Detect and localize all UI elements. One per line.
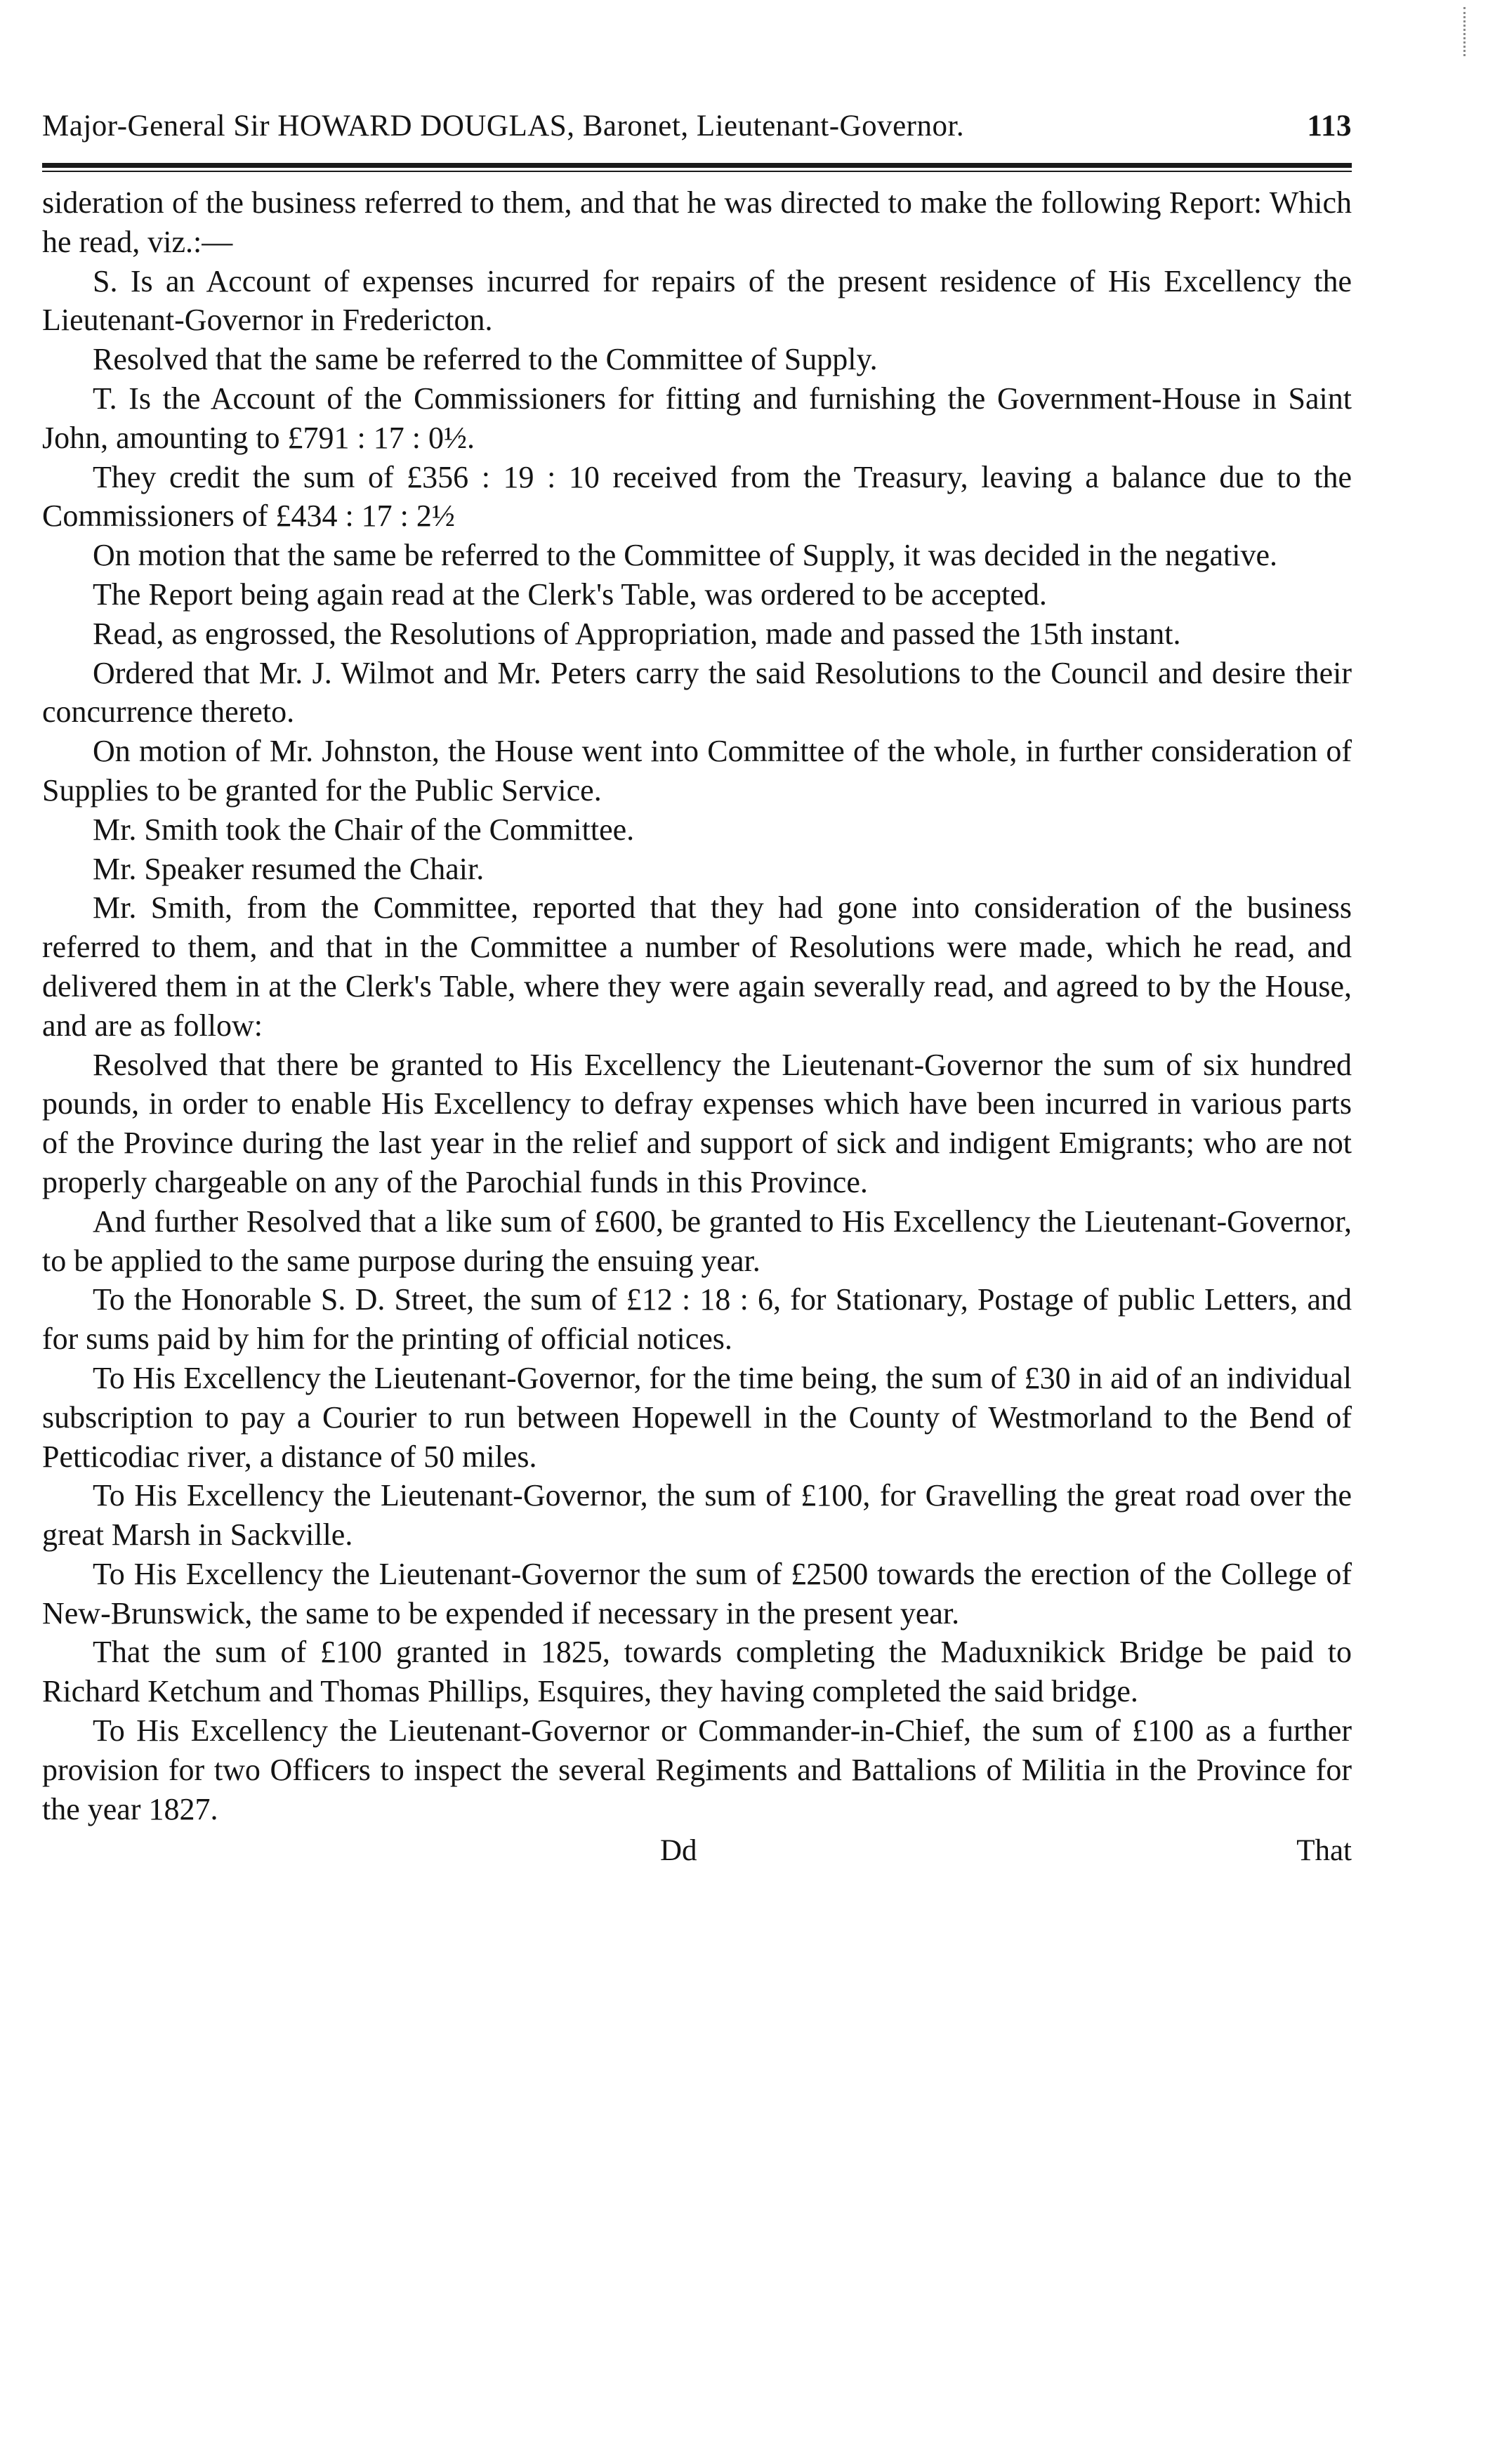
paragraph: Mr. Speaker resumed the Chair. [93, 851, 485, 886]
paragraph: Ordered that Mr. J. Wilmot and Mr. Peters carry the said Resolutions to the Council and desire their concurrence thereto. [42, 655, 1352, 730]
paragraph: Mr. Smith took the Chair of the Committee. [93, 812, 635, 847]
signature-mark: Dd [660, 1834, 697, 1868]
paragraph: To the Honorable S. D. Street, the sum of £12 : 18 : 6, for Stationary, Postage of public Letters, and for sums paid by him for the printing of official notices. [42, 1282, 1352, 1357]
page-footer [42, 1831, 1352, 1871]
page-number: 113 [1307, 110, 1352, 143]
paragraph: On motion of Mr. Johnston, the House went into Committee of the whole, in further consideration of Supplies to be granted for the Public Service. [42, 734, 1352, 808]
paragraph: And further Resolved that a like sum of £600, be granted to His Excellency the Lieutenant-Governor, to be applied to the same purpose during the ensuing year. [42, 1204, 1352, 1278]
paragraph: To His Excellency the Lieutenant-Governor the sum of £2500 towards the erection of the College of New-Brunswick, the same to be expended if necessary in the present year. [42, 1556, 1352, 1630]
paragraph: Read, as engrossed, the Resolutions of Appropriation, made and passed the 15th instant. [93, 616, 1181, 651]
header-rule-thin [42, 171, 1352, 172]
catchword: That [1296, 1834, 1352, 1868]
header-rule-thick [42, 163, 1352, 168]
paragraph: T. Is the Account of the Commissioners for fitting and furnishing the Government-House in Saint John, amounting to £791 : 17 : 0½. [42, 381, 1352, 455]
running-header [42, 105, 1352, 147]
document-page [42, 105, 1352, 1871]
paragraph: That the sum of £100 granted in 1825, towards completing the Maduxnikick Bridge be paid to Richard Ketchum and Thomas Phillips, Esquires, they having completed the said bridge. [42, 1635, 1352, 1709]
running-title: Major-General Sir HOWARD DOUGLAS, Baronet, Lieutenant-Governor. [42, 110, 965, 143]
paragraph: The Report being again read at the Clerk's Table, was ordered to be accepted. [93, 577, 1047, 612]
paragraph: S. Is an Account of expenses incurred for repairs of the present residence of His Excellency the Lieutenant-Governor in Fredericton. [42, 263, 1352, 338]
paragraph: On motion that the same be referred to the Committee of Supply, it was decided in the negative. [93, 538, 1278, 573]
paragraph: To His Excellency the Lieutenant-Governor, for the time being, the sum of £30 in aid of an individual subscription to pay a Courier to run between Hopewell in the County of Westmorland to the Bend of Petticodiac river, a distance of 50 miles. [42, 1360, 1352, 1474]
paragraph: To His Excellency the Lieutenant-Governor, the sum of £100, for Gravelling the great road over the great Marsh in Sackville. [42, 1478, 1352, 1553]
margin-speckle [1463, 7, 1473, 56]
paragraph: Resolved that there be granted to His Excellency the Lieutenant-Governor the sum of six hundred pounds, in order to enable His Excellency to defray expenses which have been incurred in various parts of the Province during the last year in the relief and support of sick and indigent Emigrants; who are not properly chargeable on any of the Parochial funds in this Province. [42, 1047, 1352, 1199]
body-text [42, 183, 1352, 1829]
paragraph: sideration of the business referred to them, and that he was directed to make the following Report: Which he read, viz.:— [42, 185, 1352, 259]
paragraph: They credit the sum of £356 : 19 : 10 received from the Treasury, leaving a balance due to the Commissioners of £434 : 17 : 2½ [42, 459, 1352, 534]
paragraph: Mr. Smith, from the Committee, reported that they had gone into consideration of the business referred to them, and that in the Committee a number of Resolutions were made, which he read, and delivered them in at the Clerk's Table, where they were again severally read, and agreed to by the House, and are as follow: [42, 890, 1352, 1043]
paragraph: Resolved that the same be referred to the Committee of Supply. [93, 342, 878, 377]
paragraph: To His Excellency the Lieutenant-Governor or Commander-in-Chief, the sum of £100 as a further provision for two Officers to inspect the several Regiments and Battalions of Militia in the Province for the year 1827. [42, 1713, 1352, 1826]
